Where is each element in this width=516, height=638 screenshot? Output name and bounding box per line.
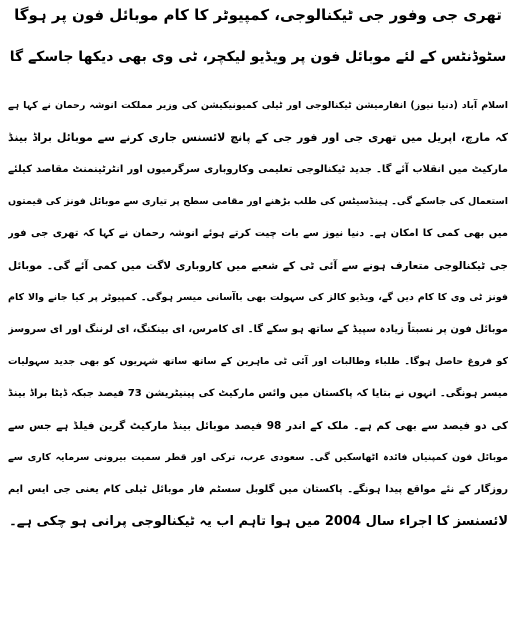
body-line: جی ٹیکنالوجی متعارف ہونے سے آئی ٹی کے شعبے میں کاروباری لاگت میں کمی آئے گی۔ موبائل <box>8 260 508 272</box>
headline: تھری جی وفور جی ٹیکنالوجی، کمپیوٹر کا کام موبائل فون پر ہوگا <box>14 6 502 24</box>
body-line: کو فروغ حاصل ہوگا۔ طلباء وطالبات اور آئی ٹی ماہرین کے ساتھ ساتھ شہریوں کو بھی جدید سہولیات <box>8 356 508 367</box>
body-line: میسر ہونگی۔ انہوں نے بتایا کہ پاکستان میں وائس مارکیٹ کی پینیٹریشن 73 فیصد جبکہ ڈیٹا براڈ بینڈ <box>8 388 508 399</box>
body-line: مارکیٹ میں انقلاب آئے گا۔ جدید ٹیکنالوجی تعلیمی وکاروباری سرگرمیوں اور انٹرٹینمنٹ مقاصد کیلئے <box>8 164 508 175</box>
body-line: موبائل فون کمپنیاں فائدہ اٹھاسکیں گی۔ سعودی عرب، ترکی اور قطر سمیت بیرونی سرمایہ کاری سے <box>8 452 508 463</box>
body-line: روزگار کے نئے مواقع پیدا ہونگے۔ پاکستان میں گلوبل سسٹم فار موبائل ٹیلی کام یعنی جی ایس ایم <box>8 484 508 495</box>
article-body <box>8 90 508 538</box>
body-line: لائسنسز کا اجراء سال 2004 میں ہوا تاہم اب یہ ٹیکنالوجی پرانی ہو چکی ہے۔ <box>9 514 508 529</box>
body-line: استعمال کی جاسکے گی۔ ہینڈسیٹس کی طلب بڑھنے اور مقامی سطح پر تیاری سے موبائل فونز کی قیمتوں <box>8 196 508 207</box>
body-line: موبائل فون پر نسبتاً زیادہ سپیڈ کے ساتھ ہو سکے گا۔ ای کامرس، ای بینکنگ، ای لرننگ اور ای سروسز <box>8 324 508 335</box>
body-line: کی دو فیصد سے بھی کم ہے۔ ملک کے اندر 98 فیصد موبائل بینڈ مارکیٹ گرین فیلڈ ہے جس سے <box>8 420 508 432</box>
body-line: میں بھی کمی کا امکان ہے۔ دنیا نیوز سے بات چیت کرتے ہوئے انوشہ رحمان نے کہا کہ تھری جی فور <box>8 228 508 239</box>
body-line: کہ مارچ، اپریل میں تھری جی اور فور جی کے پانچ لائسنس جاری کرنے سے موبائل براڈ بینڈ <box>8 131 508 144</box>
body-line: اسلام آباد (دنیا نیوز) انفارمیشن ٹیکنالوجی اور ٹیلی کمیونیکیشن کی وزیر مملکت انوشہ رحمان نے کہا ہے <box>8 100 508 111</box>
subheadline: سٹوڈنٹس کے لئے موبائل فون پر ویڈیو لیکچر، ٹی وی بھی دیکھا جاسکے گا <box>9 49 507 65</box>
body-line: فونز ٹی وی کا کام دیں گے، ویڈیو کالز کی سہولت بھی باآسانی میسر ہوگی۔ کمپیوٹر پر کیا جانے والا کام <box>8 292 508 303</box>
